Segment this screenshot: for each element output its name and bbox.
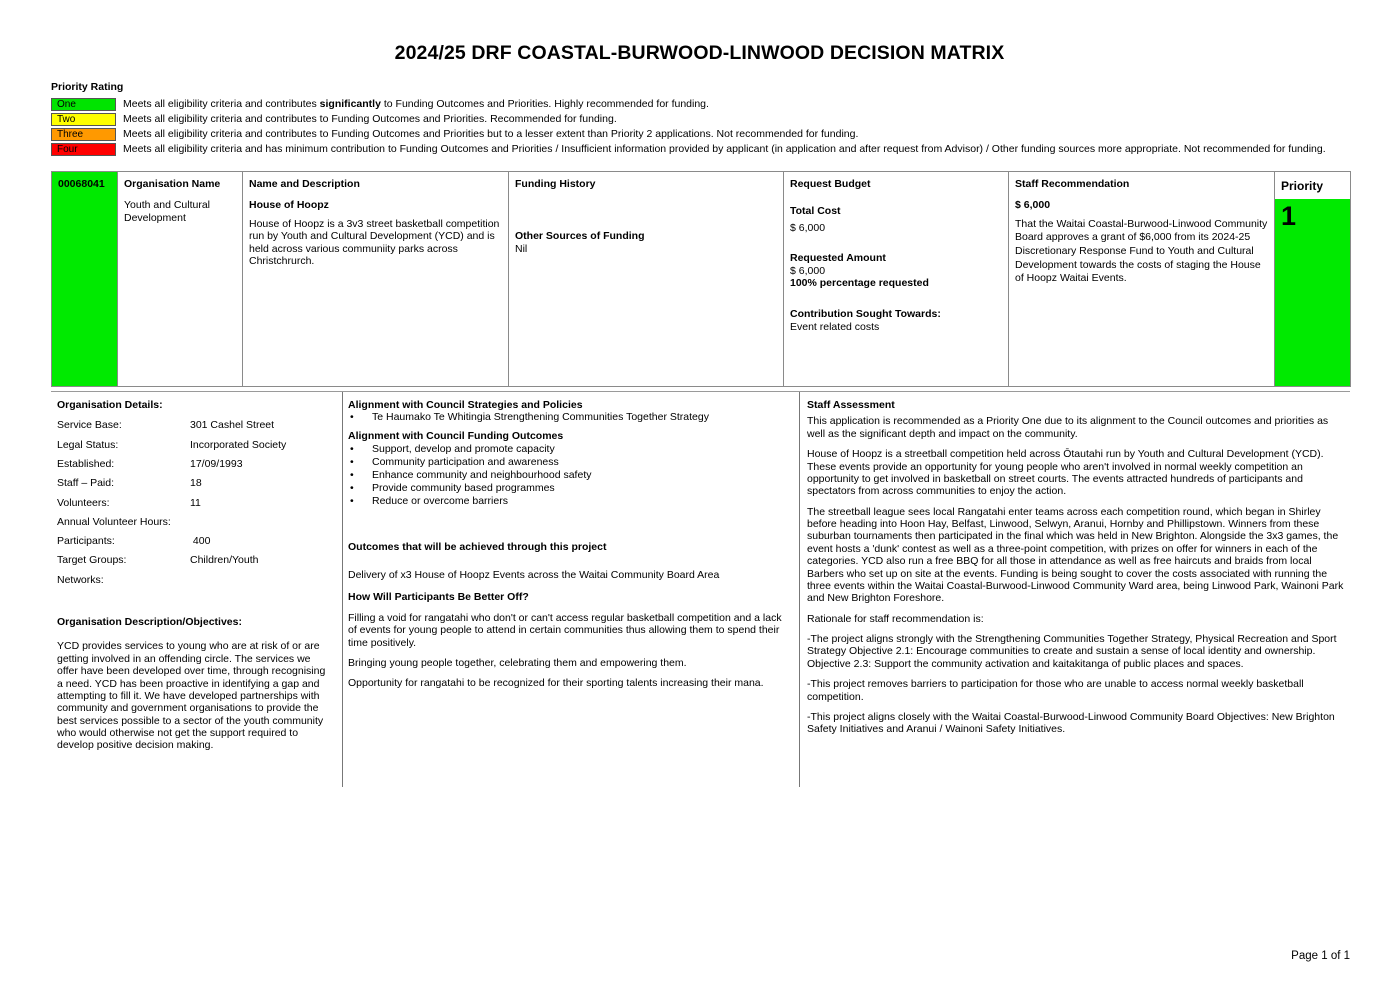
detail-row: Participants: 400 <box>57 535 211 548</box>
contribution-label: Contribution Sought Towards: <box>790 308 941 321</box>
priority-swatch-four: Four <box>51 143 116 156</box>
contribution-value: Event related costs <box>790 320 880 333</box>
assessment-paragraph: House of Hoopz is a streetball competition held across Ōtautahi run by Youth and Cultural Development (YCD). These events provide an opportunity for young people who aren't involved in normal weekly competition an opportunity to get involved in basketball on street courts. The events attracted hundreds of participants and spectators from across communities to enjoy the action. <box>807 448 1324 498</box>
assessment-paragraph: Rationale for staff recommendation is: <box>807 612 984 625</box>
other-sources-label: Other Sources of Funding <box>515 230 645 243</box>
assessment-paragraph: The streetball league sees local Rangatahi enter teams across each competition round, which began in Shirley before heading into Hoon Hay, Belfast, Linwood, Selwyn, Aranui, Hornby and Phillipstown. Winners from these suburban tournaments then participated in the final which was held in New Brighton. Alongside the 3x3 games, the event hosts a 'dunk' contest as well as a three-point competition, with prizes on offer for winners in each of the categories. YCD also run a free BBQ for all those in attendance as well as free haircuts and braids from local Barbers who set up on site at the events. Funding is being sought to cover the costs associated with running the three events within the Waitai Coastal-Burwood-Linwood Community Ward area, being Linwood Park, Wainoni Park and New Brighton Foreshore. <box>807 505 1344 605</box>
organisation-header: Organisation Name <box>124 178 221 190</box>
application-id-cell <box>52 172 118 387</box>
total-cost-label: Total Cost <box>790 205 841 218</box>
decision-matrix-table <box>51 171 1351 387</box>
list-item: • Community participation and awareness <box>348 456 792 469</box>
total-cost-value: $ 6,000 <box>790 221 826 234</box>
list-item: • Enhance community and neighbourhood safety <box>348 469 792 482</box>
priority-cell <box>1275 172 1351 387</box>
assessment-paragraph: -The project aligns strongly with the Strengthening Communities Together Strategy, Physical Recreation and Sport Strategy Objective 2.1: Encourage communities to create and sustain a sense of local identity and ownership. Objective 2.3: Support the community activation and kaitakitanga of public places and spaces. <box>807 633 1337 670</box>
staff-recommendation-cell <box>1009 172 1275 387</box>
request-budget-cell <box>784 172 1009 387</box>
detail-row: Annual Volunteer Hours: <box>57 515 171 528</box>
staff-assessment-section <box>807 399 1347 744</box>
project-header: Name and Description <box>249 178 360 190</box>
priority-swatch-two: Two <box>51 113 116 126</box>
page-number: Page 1 of 1 <box>1291 950 1350 962</box>
project-name: House of Hoopz <box>249 199 329 212</box>
organisation-description-text: YCD provides services to young who are at risk of or are getting involved in an offending circle. The services we offer have been developed over time, through recognising a need. YCD has been proactive in identifying a gap and attempting to fill it. We have developed partnerships with community and government organisations to provide the best services possible to a sector of the youth community who would otherwise not get the support required to develop positive decision making. <box>57 640 326 752</box>
priority-header: Priority <box>1281 179 1324 193</box>
outcomes-list <box>348 443 792 508</box>
column-divider <box>799 392 800 787</box>
requested-amount-value: $ 6,000 <box>790 264 826 277</box>
strategies-heading: Alignment with Council Strategies and Policies <box>348 399 583 411</box>
page-title: 2024/25 DRF COASTAL-BURWOOD-LINWOOD DECISION MATRIX <box>394 42 1005 64</box>
better-off-paragraph: Bringing young people together, celebrating them and empowering them. <box>348 657 687 669</box>
column-divider <box>342 392 343 787</box>
application-id: 00068041 <box>58 178 105 190</box>
funding-history-cell <box>509 172 784 387</box>
other-sources-value: Nil <box>515 242 528 255</box>
request-budget-header: Request Budget <box>790 178 871 190</box>
priority-desc-four: Meets all eligibility criteria and has minimum contribution to Funding Outcomes and Priorities / Insufficient information provided by applicant (in application and after request from Advisor) / Other funding sources more appropriate. Not recommended for funding. <box>123 142 1326 155</box>
list-item: • Provide community based programmes <box>348 482 792 495</box>
priority-swatch-three: Three <box>51 128 116 141</box>
priority-rating-row <box>51 112 617 126</box>
priority-desc-three: Meets all eligibility criteria and contributes to Funding Outcomes and Priorities but to a lesser extent than Priority 2 applications. Not recommended for funding. <box>123 127 859 140</box>
organisation-cell <box>118 172 243 387</box>
alignment-section <box>348 399 792 698</box>
priority-rating-row <box>51 142 1326 156</box>
strategies-list <box>348 411 792 424</box>
priority-rating-row <box>51 97 709 111</box>
recommended-amount: $ 6,000 <box>1015 199 1051 212</box>
better-off-heading: How Will Participants Be Better Off? <box>348 590 529 603</box>
section-divider <box>51 391 1350 392</box>
better-off-paragraph: Opportunity for rangatahi to be recognized for their sporting talents increasing their mana. <box>348 677 764 690</box>
priority-rating-row <box>51 127 858 141</box>
detail-row: Target Groups: Children/Youth <box>57 554 259 567</box>
percentage-requested: 100% percentage requested <box>790 276 929 289</box>
staff-recommendation-header: Staff Recommendation <box>1015 178 1130 190</box>
priority-value: 1 <box>1275 199 1350 386</box>
staff-assessment-heading: Staff Assessment <box>807 399 895 411</box>
organisation-details-heading: Organisation Details: <box>57 399 163 411</box>
organisation-description-heading: Organisation Description/Objectives: <box>57 616 242 629</box>
list-item: • Reduce or overcome barriers <box>348 495 792 508</box>
project-cell <box>243 172 509 387</box>
assessment-paragraph: -This project removes barriers to participation for those who are unable to access normal weekly basketball competition. <box>807 678 1304 703</box>
detail-row: Legal Status: Incorporated Society <box>57 438 287 451</box>
funding-history-header: Funding History <box>515 178 596 190</box>
list-item: • Support, develop and promote capacity <box>348 443 792 456</box>
list-item: • Te Haumako Te Whitingia Strengthening Communities Together Strategy <box>348 411 792 424</box>
project-description: House of Hoopz is a 3v3 street basketball competition run by Youth and Cultural Development (YCD) and is held across various communiity parks across Christchrurch. <box>249 217 500 267</box>
assessment-paragraph: -This project aligns closely with the Waitai Coastal-Burwood-Linwood Community Board Objectives: New Brighton Safety Initiatives and Aranui / Wainoni Safety Initiatives. <box>807 710 1335 736</box>
detail-row: Networks: <box>57 573 104 586</box>
outcomes-achieved-text: Delivery of x3 House of Hoopz Events across the Waitai Community Board Area <box>348 569 720 582</box>
organisation-name: Youth and Cultural Development <box>124 199 211 224</box>
detail-row: Established: 17/09/1993 <box>57 457 243 470</box>
requested-amount-label: Requested Amount <box>790 252 886 265</box>
organisation-details-section <box>57 399 333 752</box>
priority-rating-heading: Priority Rating <box>51 81 124 93</box>
recommendation-text: That the Waitai Coastal-Burwood-Linwood Community Board approves a grant of $6,000 from its 2024-25 Discretionary Response Fund to Youth and Cultural Development towards the costs of staging the House of Hoopz Waitai Events. <box>1015 217 1268 285</box>
priority-swatch-one: One <box>51 98 116 111</box>
better-off-paragraph: Filling a void for rangatahi who don't or can't access regular basketball competition and a lack of events for young people to attend in certain communities thus allowing them to spend their time positively. <box>348 611 782 649</box>
detail-row: Staff – Paid: 18 <box>57 477 202 490</box>
priority-desc-two: Meets all eligibility criteria and contributes to Funding Outcomes and Priorities. Recommended for funding. <box>123 112 617 125</box>
detail-row: Volunteers: 11 <box>57 496 201 509</box>
outcomes-achieved-heading: Outcomes that will be achieved through this project <box>348 540 607 553</box>
priority-desc-one: Meets all eligibility criteria and contributes significantly to Funding Outcomes and Priorities. Highly recommended for funding. <box>123 97 709 110</box>
assessment-paragraph: This application is recommended as a Priority One due to its alignment to the Council outcomes and priorities as well as the significant depth and impact on the community. <box>807 415 1329 440</box>
detail-row: Service Base: 301 Cashel Street <box>57 419 275 432</box>
outcomes-heading: Alignment with Council Funding Outcomes <box>348 430 564 443</box>
